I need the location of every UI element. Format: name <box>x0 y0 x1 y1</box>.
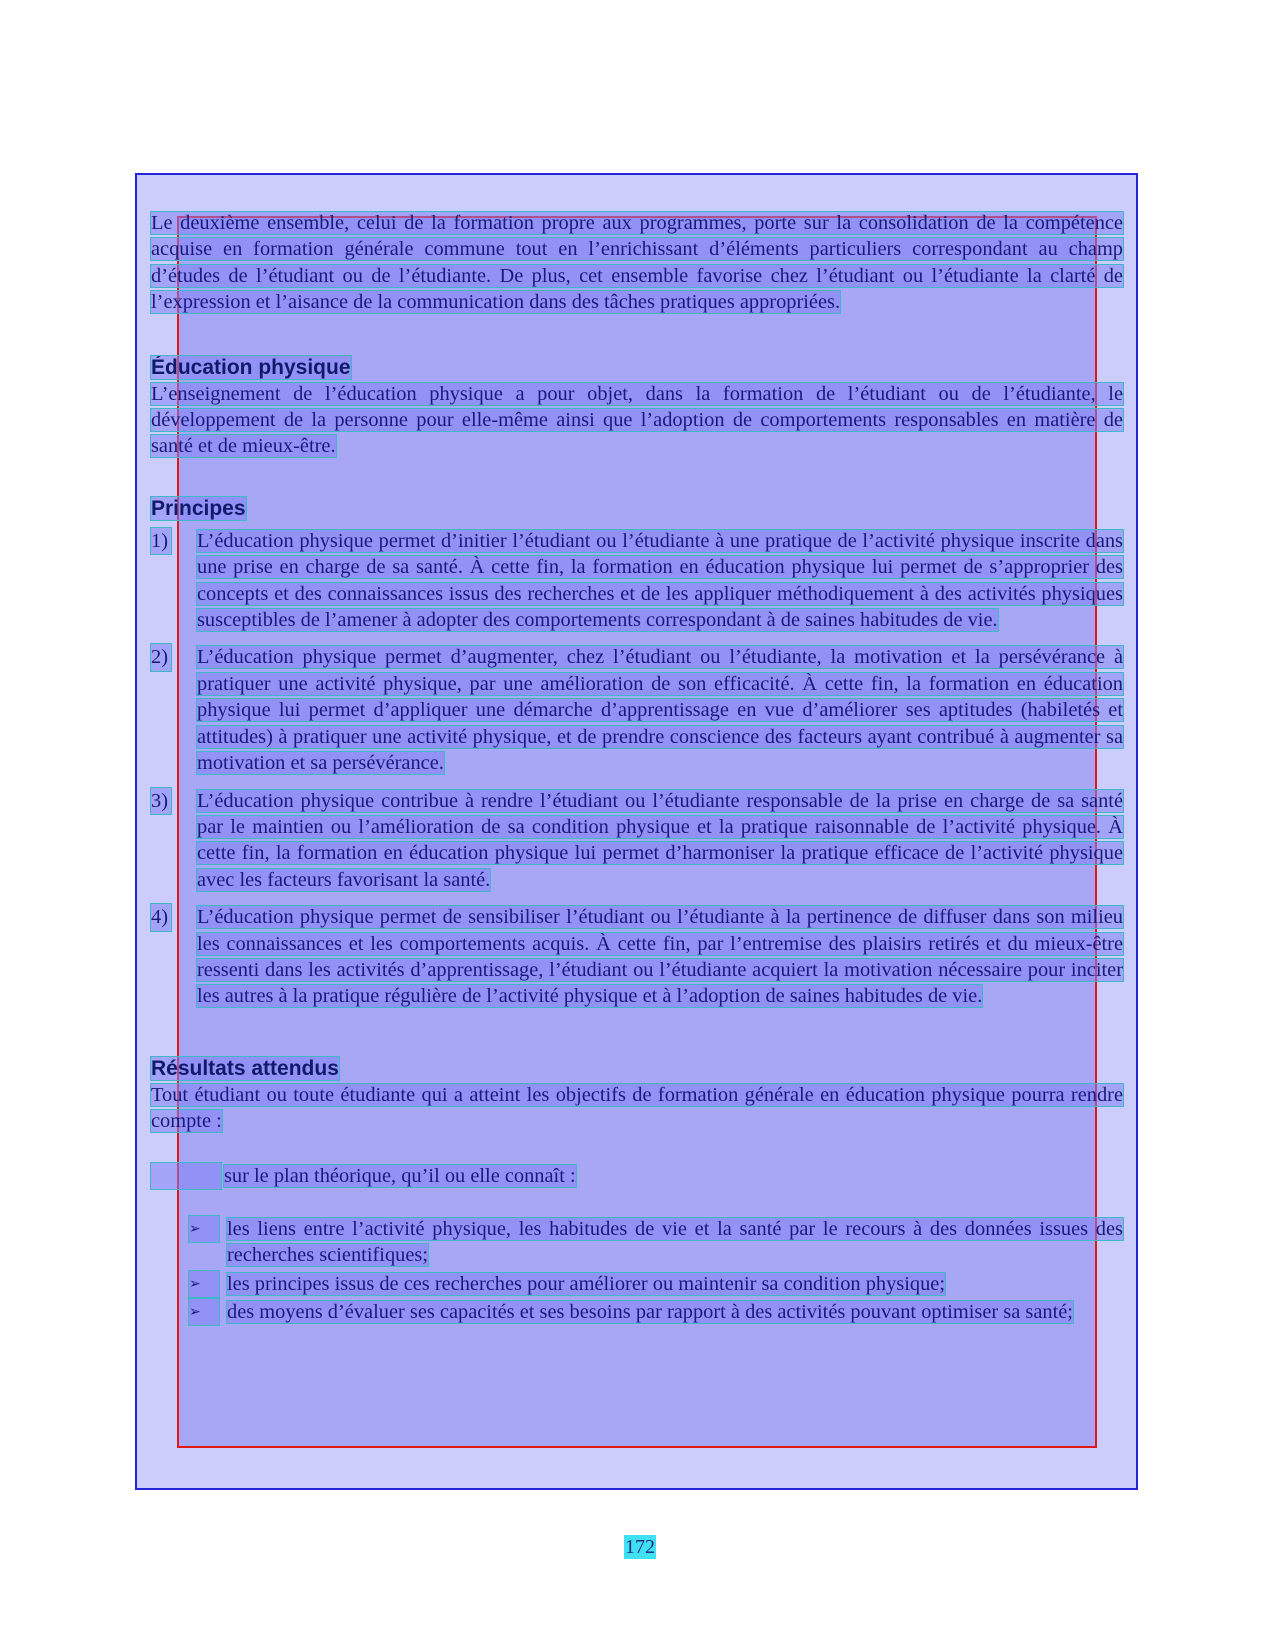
principle-item <box>151 904 1123 1010</box>
results-title: Résultats attendus <box>151 1056 339 1080</box>
principle-text: L’éducation physique permet d’initier l’étudiant ou l’étudiante à une pratique de l’activité physique inscrite dans une prise en charge de sa santé. À cette fin, la formation en éducation physique lui permet de s’approprier des concepts et des connaissances issus des recherches et de les appliquer méthodiquement à des activités physiques susceptibles de l’amener à adopter des comportements correspondant à de saines habitudes de vie. <box>197 529 1123 632</box>
page-number: 172 <box>625 1536 655 1558</box>
education-title: Éducation physique <box>151 355 351 379</box>
arrow-bullet-icon: ➢ <box>189 1299 219 1325</box>
bullet-item <box>151 1216 1123 1269</box>
principle-text: L’éducation physique permet de sensibiliser l’étudiant ou l’étudiante à la pertinence de diffuser dans son milieu les connaissances et les comportements acquis. À cette fin, par l’entremise des plaisirs retirés et du mieux-être ressenti dans les activités d’apprentissage, l’étudiant ou l’étudiante acquiert la motivation nécessaire pour inciter les autres à la pratique régulière de l’activité physique et à l’adoption de saines habitudes de vie. <box>197 906 1123 1008</box>
principle-number: 3) <box>151 788 171 814</box>
intro-text: Le deuxième ensemble, celui de la formation propre aux programmes, porte sur la consolidation de la compétence acquise en formation générale commune tout en l’enrichissant d’éléments particuliers correspondant au champ d’études de l’étudiant ou de l’étudiante. De plus, cet ensemble favorise chez l’étudiant ou l’étudiante la clarté de l’expression et l’aisance de la communication dans des tâches pratiques appropriées. <box>151 212 1123 314</box>
education-paragraph <box>151 381 1123 460</box>
arrow-bullet-icon: ➢ <box>189 1216 219 1242</box>
bullet-text: les principes issus de ces recherches pour améliorer ou maintenir sa condition physique; <box>227 1272 945 1295</box>
intro-paragraph <box>151 210 1123 316</box>
principle-text: L’éducation physique permet d’augmenter, chez l’étudiant ou l’étudiante, la motivation et la persévérance à pratiquer une activité physique, par une amélioration de son efficacité. À cette fin, la formation en éducation physique lui permet d’appliquer une démarche d’apprentissage en vue d’améliorer ses aptitudes (habiletés et attitudes) à pratiquer une activité physique, et de prendre conscience des facteurs ayant contribué à augmenter sa motivation et sa persévérance. <box>197 646 1123 775</box>
results-paragraph <box>151 1082 1123 1135</box>
bullet-item <box>151 1271 1123 1297</box>
principles-list <box>151 528 1123 1010</box>
theory-text: sur le plan théorique, qu’il ou elle connaît : <box>224 1164 576 1187</box>
principle-item <box>151 788 1123 894</box>
results-text: Tout étudiant ou toute étudiante qui a atteint les objectifs de formation générale en éducation physique pourra rendre compte : <box>151 1083 1123 1133</box>
principle-item <box>151 528 1123 634</box>
principle-text: L’éducation physique contribue à rendre l’étudiant ou l’étudiante responsable de la prise en charge de sa santé par le maintien ou l’amélioration de sa condition physique et la pratique raisonnable de l’activité physique. À cette fin, la formation en éducation physique lui permet d’harmoniser la pratique efficace de l’activité physique avec les facteurs favorisant la santé. <box>197 789 1123 891</box>
principle-number: 4) <box>151 904 171 930</box>
bullet-text: des moyens d’évaluer ses capacités et ses besoins par rapport à des activités pouvant optimiser sa santé; <box>227 1301 1073 1324</box>
principle-number: 2) <box>151 644 171 670</box>
principle-item <box>151 644 1123 776</box>
education-text: L’enseignement de l’éducation physique a pour objet, dans la formation de l’étudiant ou de l’étudiante, le développement de la personne pour elle-même ainsi que l’adoption de comportements responsables en matière de santé et de mieux-être. <box>151 382 1123 458</box>
arrow-bullet-icon: ➢ <box>189 1271 219 1297</box>
bullet-item <box>151 1299 1123 1325</box>
principles-title: Principes <box>151 496 246 520</box>
principle-number: 1) <box>151 528 171 554</box>
theory-item <box>151 1163 1123 1189</box>
bullet-list <box>151 1216 1123 1326</box>
bullet-text: les liens entre l’activité physique, les habitudes de vie et la santé par le recours à des données issues des recherches scientifiques; <box>227 1217 1123 1267</box>
list-marker <box>151 1163 221 1189</box>
page-content <box>151 210 1123 1328</box>
